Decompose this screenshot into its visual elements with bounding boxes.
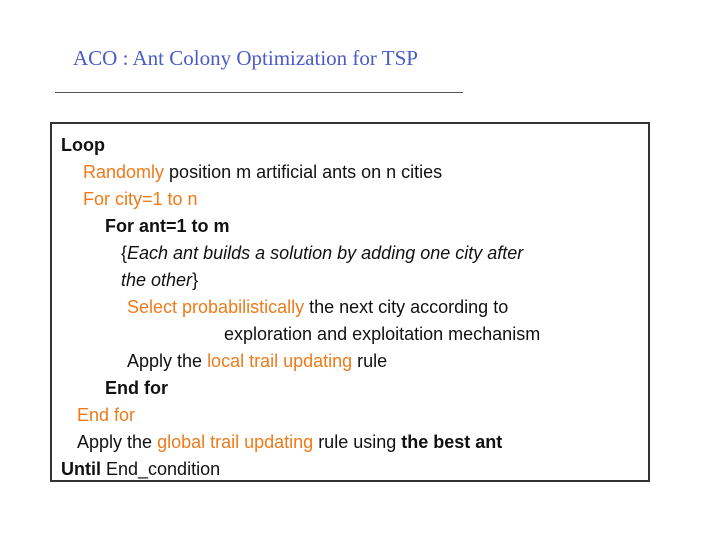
local-highlight: local trail updating bbox=[207, 351, 353, 371]
algorithm-box bbox=[50, 122, 650, 482]
local-pre: Apply the bbox=[127, 351, 208, 371]
local-post: rule bbox=[352, 351, 388, 371]
select-line bbox=[127, 296, 508, 318]
for-ant-line: For ant=1 to m bbox=[105, 216, 230, 236]
slide-title: ACO : Ant Colony Optimization for TSP bbox=[73, 46, 418, 70]
local-update-line bbox=[127, 350, 387, 372]
global-update-line bbox=[77, 431, 502, 453]
until-condition: End_condition bbox=[101, 459, 221, 479]
end-for-inner: End for bbox=[105, 378, 168, 398]
select-rest: the next city according to bbox=[304, 297, 509, 317]
title-divider bbox=[55, 92, 463, 93]
global-pre: Apply the bbox=[77, 432, 158, 452]
global-mid: rule using bbox=[313, 432, 402, 452]
loop-keyword: Loop bbox=[61, 135, 105, 155]
open-brace: { bbox=[121, 243, 128, 263]
comment-line-1 bbox=[121, 242, 523, 264]
until-line bbox=[61, 458, 220, 480]
close-brace: } bbox=[192, 270, 199, 290]
global-highlight: global trail updating bbox=[157, 432, 314, 452]
select-highlight: Select probabilistically bbox=[127, 297, 305, 317]
randomly-highlight: Randomly bbox=[83, 162, 165, 182]
randomly-rest: position m artificial ants on n cities bbox=[164, 162, 443, 182]
comment-line-2 bbox=[121, 269, 198, 291]
for-city-line: For city=1 to n bbox=[83, 189, 198, 209]
line-randomly-position bbox=[83, 161, 442, 183]
comment-text-1: Each ant builds a solution by adding one city after bbox=[127, 243, 524, 263]
best-ant-text: the best ant bbox=[401, 432, 503, 452]
until-keyword: Until bbox=[61, 459, 101, 479]
exploration-line: exploration and exploitation mechanism bbox=[224, 324, 541, 344]
end-for-outer: End for bbox=[77, 405, 136, 425]
comment-text-2: the other bbox=[121, 270, 193, 290]
